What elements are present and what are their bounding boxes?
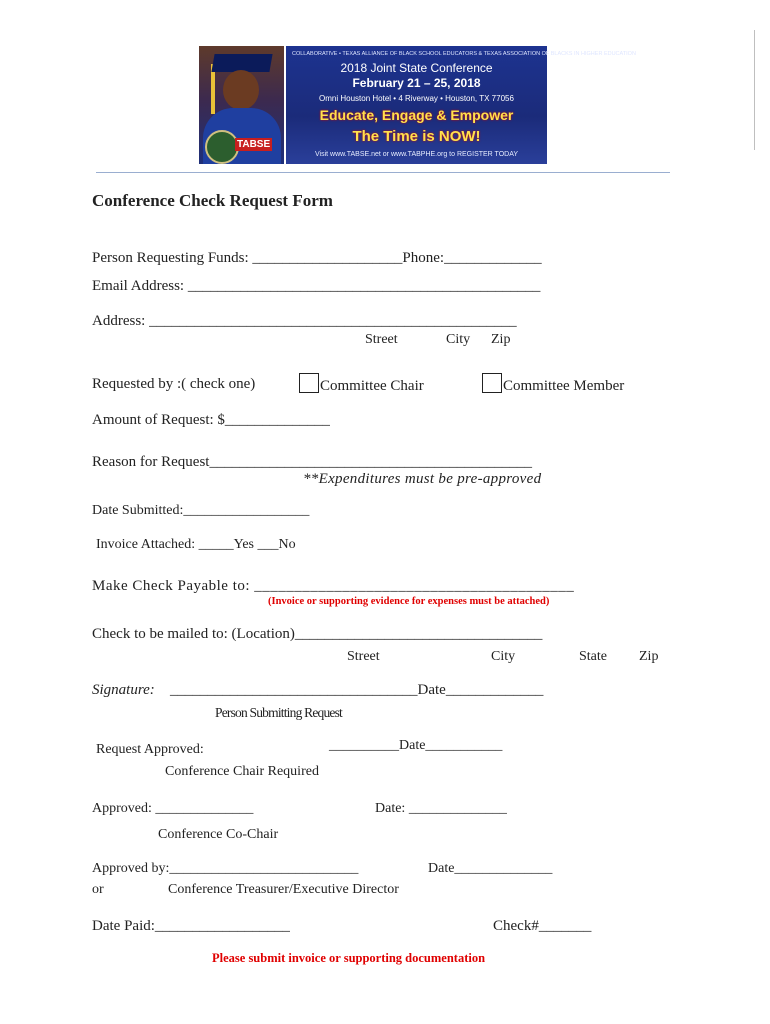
person-submitting-caption: Person Submitting Request (215, 705, 343, 720)
approved-date-field[interactable]: Date: ______________ (375, 801, 507, 816)
mailed-to-field[interactable]: Check to be mailed to: (Location)_________________________________ (92, 626, 543, 642)
banner-top-line: COLLABORATIVE • TEXAS ALLIANCE OF BLACK SCHOOL EDUCATORS & TEXAS ASSOCIATION OF BLACKS IN HIGHER EDUCATION (292, 51, 636, 57)
address-city-label: City (446, 332, 471, 347)
person-requesting-field[interactable]: Person Requesting Funds: ____________________Phone:_____________ (92, 250, 542, 266)
child-face-shape (223, 70, 259, 110)
signature-label: Signature: (92, 682, 155, 698)
chair-required-caption: Conference Chair Required (165, 764, 319, 779)
committee-member-checkbox[interactable] (482, 373, 502, 393)
committee-member-option[interactable] (482, 373, 624, 395)
banner-tagline: The Time is NOW! (352, 128, 481, 145)
mail-street-label: Street (347, 649, 380, 664)
co-chair-caption: Conference Co-Chair (158, 827, 279, 842)
mail-state-label: State (579, 649, 607, 664)
approved-by-date-field[interactable]: Date______________ (428, 861, 553, 876)
conference-banner (286, 46, 636, 164)
header-divider (96, 172, 670, 173)
footer-note: Please submit invoice or supporting documentation (212, 951, 486, 965)
committee-chair-checkbox[interactable] (299, 373, 319, 393)
banner-venue: Omni Houston Hotel • 4 Riverway • Houston, TX 77056 (319, 94, 514, 103)
banner-register-link: Visit www.TABSE.net or www.TABPHE.org to REGISTER TODAY (314, 151, 519, 158)
banner-photo (199, 46, 284, 164)
address-zip-label: Zip (491, 332, 511, 347)
address-field[interactable]: Address: _________________________________________________ (92, 313, 517, 329)
email-field[interactable]: Email Address: _______________________________________________ (92, 278, 541, 294)
tabse-logo: TABSE (237, 139, 271, 150)
banner-conference-title: 2018 Joint State Conference (340, 61, 493, 75)
mail-city-label: City (491, 649, 516, 664)
page-edge-line (754, 30, 755, 150)
invoice-evidence-note: (Invoice or supporting evidence for expenses must be attached) (268, 596, 550, 607)
committee-chair-label: Committee Chair (320, 378, 424, 394)
association-seal-icon (205, 130, 239, 164)
request-approved-date-field[interactable]: __________Date___________ (329, 738, 503, 753)
committee-chair-option[interactable] (299, 373, 424, 395)
signature-date-field[interactable]: _________________________________Date_____________ (170, 682, 544, 698)
requested-by-label: Requested by :( check one) (92, 376, 256, 392)
invoice-attached-field[interactable]: Invoice Attached: _____Yes ___No (96, 537, 296, 552)
expenditures-note: **Expenditures must be pre-approved (303, 471, 542, 487)
check-number-field[interactable]: Check#_______ (493, 918, 592, 934)
form-title: Conference Check Request Form (92, 191, 333, 210)
reason-field[interactable]: Reason for Request___________________________________________ (92, 454, 532, 470)
mail-zip-label: Zip (639, 649, 659, 664)
date-paid-field[interactable]: Date Paid:__________________ (92, 918, 290, 934)
approved-by-field[interactable]: Approved by:___________________________ (92, 861, 359, 876)
date-submitted-field[interactable]: Date Submitted:__________________ (92, 503, 310, 518)
treasurer-caption: Conference Treasurer/Executive Director (168, 882, 399, 897)
or-label: or (92, 882, 104, 897)
amount-field[interactable]: Amount of Request: $______________ (92, 412, 330, 428)
request-approved-label: Request Approved: (96, 742, 204, 757)
banner-slogan: Educate, Engage & Empower (319, 107, 514, 123)
committee-member-label: Committee Member (503, 378, 625, 394)
banner-dates: February 21 – 25, 2018 (352, 76, 481, 90)
address-street-label: Street (365, 332, 398, 347)
approved-field[interactable]: Approved: ______________ (92, 801, 254, 816)
payable-to-field[interactable]: Make Check Payable to: ________________________________________ (92, 578, 575, 594)
